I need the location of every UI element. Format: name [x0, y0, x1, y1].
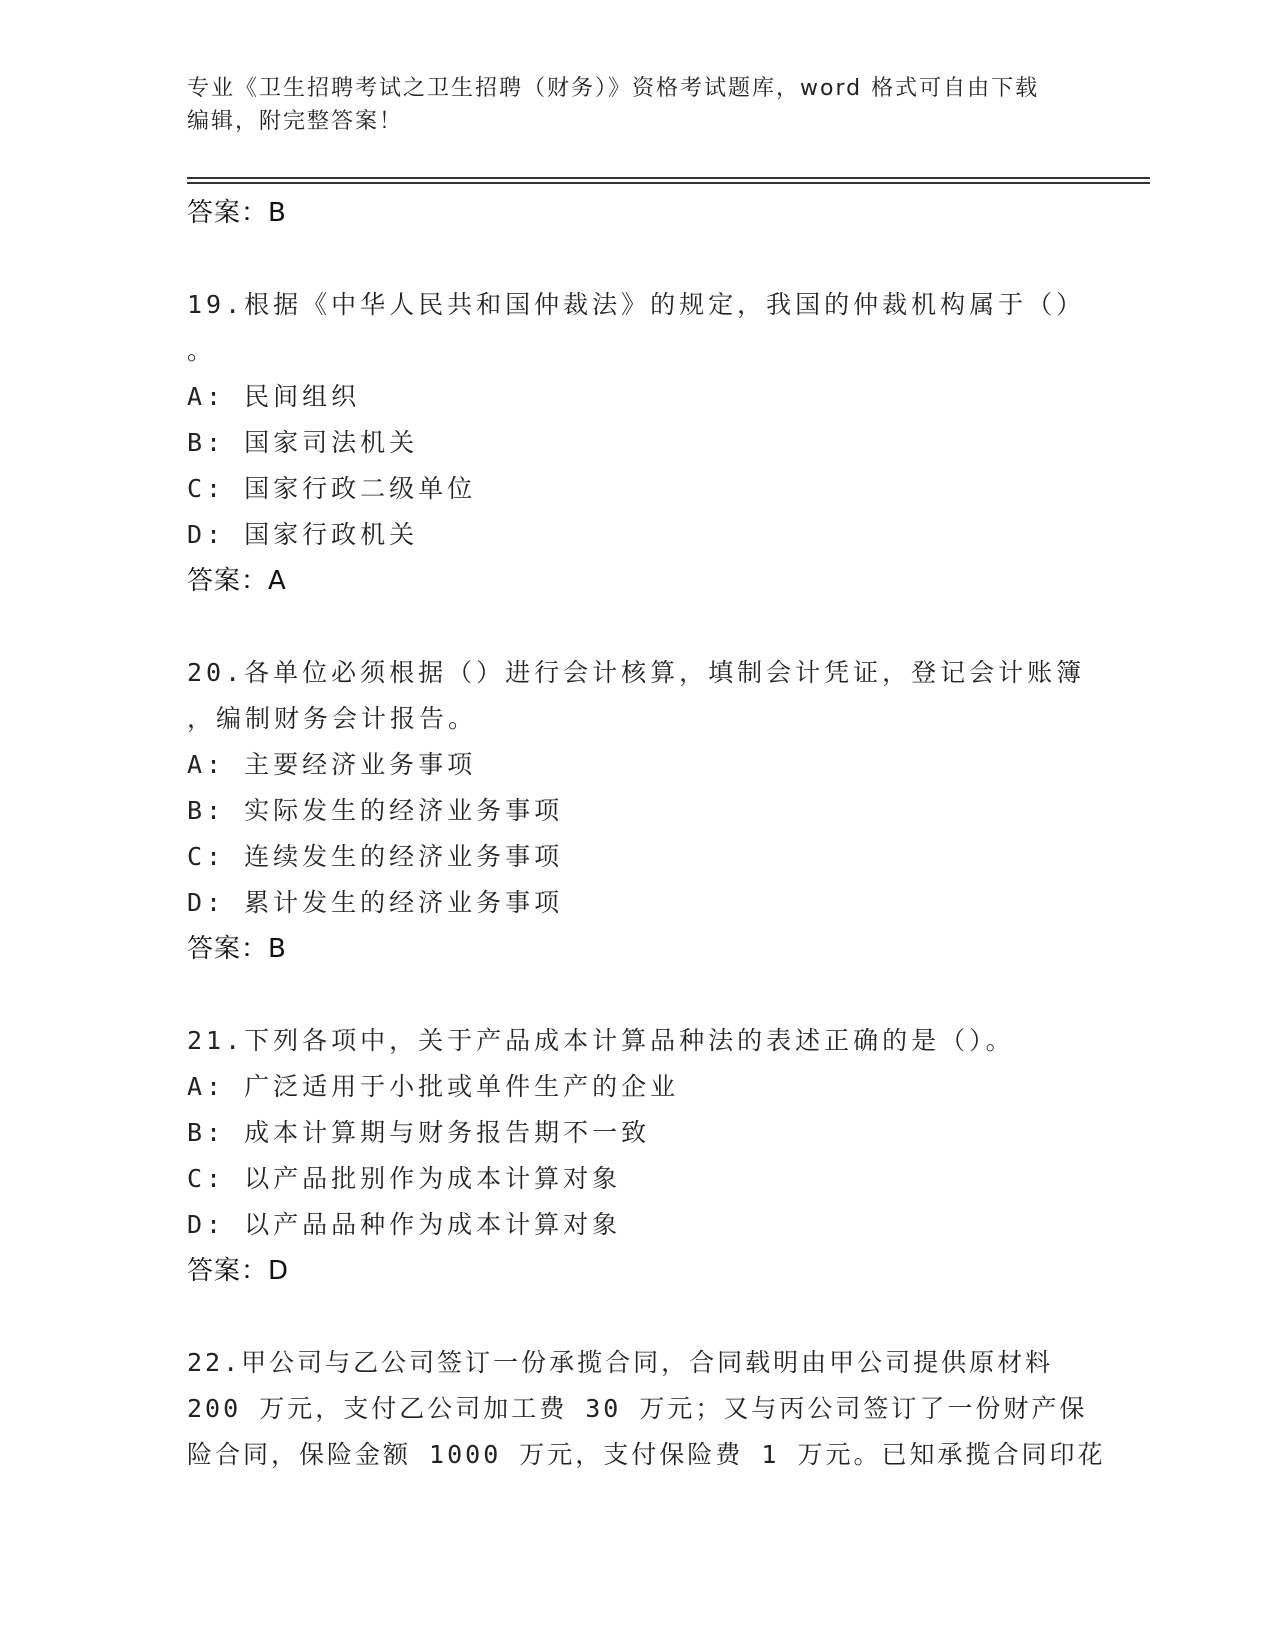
- question-text: 20.各单位必须根据（）进行会计核算，填制会计凭证，登记会计账簿: [187, 658, 1086, 687]
- question-22: [187, 1340, 1106, 1478]
- question-text: 21.下列各项中，关于产品成本计算品种法的表述正确的是（）。: [187, 1026, 1015, 1055]
- question-20: [187, 650, 1087, 972]
- option-a: A: 广泛适用于小批或单件生产的企业: [187, 1072, 680, 1101]
- question-list: [187, 190, 1106, 1478]
- option-a: A: 民间组织: [187, 382, 361, 411]
- option-c: C: 国家行政二级单位: [187, 474, 477, 503]
- question-19: [187, 282, 1087, 604]
- answer-label: 答案：B: [187, 934, 287, 964]
- header-line-1: 专业《卫生招聘考试之卫生招聘（财务）》资格考试题库，word 格式可自由下载: [187, 76, 1040, 101]
- option-c: C: 连续发生的经济业务事项: [187, 842, 564, 871]
- question-text: ，编制财务会计报告。: [187, 704, 478, 733]
- answer-label: 答案：A: [187, 566, 287, 596]
- option-d: D: 以产品品种作为成本计算对象: [187, 1210, 622, 1239]
- header-divider-bottom: [187, 182, 1150, 184]
- question-text: 。: [187, 336, 217, 365]
- header-divider-top: [187, 177, 1150, 179]
- option-c: C: 以产品批别作为成本计算对象: [187, 1164, 622, 1193]
- header-line-2: 编辑，附完整答案！: [187, 109, 404, 134]
- option-d: D: 国家行政机关: [187, 520, 419, 549]
- page-header: [187, 72, 1067, 138]
- answer-label: 答案：D: [187, 1256, 290, 1286]
- question-text: 19.根据《中华人民共和国仲裁法》的规定，我国的仲裁机构属于（）: [187, 290, 1086, 319]
- question-text: 险合同，保险金额 1000 万元，支付保险费 1 万元。已知承揽合同印花: [187, 1440, 1106, 1469]
- option-b: B: 国家司法机关: [187, 428, 419, 457]
- question-21: [187, 1018, 1087, 1294]
- answer-label: 答案：B: [187, 198, 287, 228]
- question-text: 200 万元，支付乙公司加工费 30 万元；又与丙公司签订了一份财产保: [187, 1394, 1088, 1423]
- option-b: B: 实际发生的经济业务事项: [187, 796, 564, 825]
- option-a: A: 主要经济业务事项: [187, 750, 477, 779]
- question-text: 22.甲公司与乙公司签订一份承揽合同，合同载明由甲公司提供原材料: [187, 1348, 1054, 1377]
- option-d: D: 累计发生的经济业务事项: [187, 888, 564, 917]
- option-b: B: 成本计算期与财务报告期不一致: [187, 1118, 651, 1147]
